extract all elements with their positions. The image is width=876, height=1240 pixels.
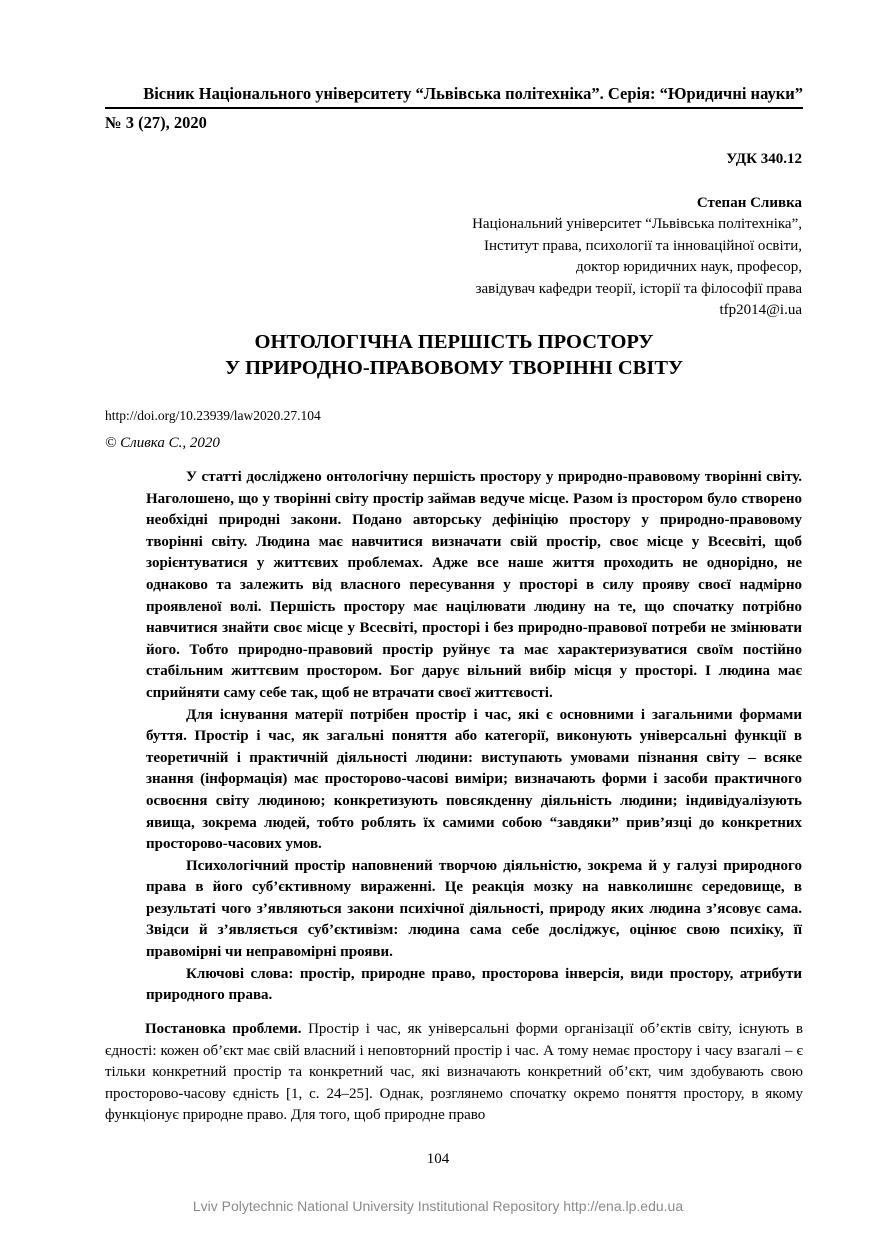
author-email[interactable]: tfp2014@i.ua xyxy=(719,302,802,319)
copyright-notice: © Сливка С., 2020 xyxy=(105,435,220,451)
page-number: 104 xyxy=(426,1151,450,1167)
body-paragraph xyxy=(105,1019,803,1127)
section-lead: Постановка проблеми. xyxy=(145,1021,302,1037)
doi-link[interactable]: http://doi.org/10.23939/law2020.27.104 xyxy=(105,408,321,423)
abstract-paragraph: Психологічний простір наповнений творчою діяльністю, зокрема й у галузі природного права в його суб’єктивному вираженні. Це реакція мозку на навколишнє середовище, в результаті чого з’являються закони психічної діяльності, природу яких людина з’ясовує сама. Звідси й з’являється суб’єктивізм: людина сама себе досліджує, оцінює свою психіку, її правомірні чи неправомірні прояви. xyxy=(146,857,802,961)
journal-title: Вісник Національного університету “Львівська політехніка”. Серія: “Юридичні науки” xyxy=(105,84,803,109)
abstract-paragraph: У статті досліджено онтологічну першість простору у природно-правовому творінні світу. Наголошено, що у творінні світу простір займав ведуче місце. Разом із простором було створено необхідні природні закони. Подано авторську дефініцію простору у природно-правовому творінні світу. Людина має навчитися визначати свій простір, своє місце у Всесвіті, щоб зорієнтуватися у життєвих проблемах. Адже все наше життя проходить не однорідно, не однаково та залежить від власного пересування у просторі в силу прояву своєї надмірно проявленої волі. Першість простору має націлювати людину на те, що спочатку потрібно навчитися знайти своє місце у Всесвіті, просторі і без природно-правової потреби не змінювати його. Тобто природно-правовий простір руйнує та має характеризуватися своїм постійно стабільним життєвим простором. Бог дарує вільний вибір місця у просторі. І людина має сприйняти саму себе так, щоб не втрачати своєї життєвості. xyxy=(146,469,802,701)
abstract xyxy=(146,467,802,1007)
body-paragraph-text: Простір і час, як універсальні форми організації об’єктів світу, існують в єдності: кожен об’єкт має свій власний і неповторний простір і час. А тому немає простору і часу взагалі – є тільки конкретний простір та конкретний час, які визначають конкретний об’єкт, чим здобувають свою просторово-часову єдність [1, с. 24–25]. Однак, розглянемо спочатку окремо поняття простору, в якому функціонує природне право. Для того, щоб природне право xyxy=(105,1021,803,1124)
repository-footer: Lviv Polytechnic National University Institutional Repository http://ena.lp.edu.ua xyxy=(192,1198,684,1214)
body-text xyxy=(105,1019,803,1127)
issue-number: № 3 (27), 2020 xyxy=(105,113,207,132)
author-name: Степан Сливка xyxy=(696,195,802,211)
affiliation-line: Інститут права, психології та інноваційної освіти, xyxy=(483,237,802,254)
article-title-line: ОНТОЛОГІЧНА ПЕРШІСТЬ ПРОСТОРУ xyxy=(254,331,654,353)
udc-code: УДК 340.12 xyxy=(726,151,802,167)
article-title-line: У ПРИРОДНО-ПРАВОВОМУ ТВОРІННІ СВІТУ xyxy=(224,357,684,379)
keywords: Ключові слова: простір, природне право, просторова інверсія, види простору, атрибути природного права. xyxy=(146,965,802,1004)
abstract-paragraph: Для існування матерії потрібен простір і час, які є основними і загальними формами буття. Простір і час, як загальні поняття або категорії, виконують універсальні функції в теоретичній і практичній діяльності людини: виступають умовами пізнання світу – всяке знання (інформація) має просторово-часові виміри; визначають форми і засоби практичного освоєння світу людиною; конкретизують повсякденну діяльність людини; індивідуалізують явища, зокрема людей, тобто роблять їх самими собою “завдяки” прив’язці до конкретних просторово-часових умов. xyxy=(146,706,802,853)
journal-header xyxy=(105,84,803,133)
affiliation-line: завідувач кафедри теорії, історії та філософії права xyxy=(475,280,802,297)
affiliation-line: доктор юридичних наук, професор, xyxy=(576,259,802,276)
article-title xyxy=(105,329,803,381)
affiliation-line: Національний університет “Львівська політехніка”, xyxy=(472,216,802,233)
author-block xyxy=(302,193,802,321)
